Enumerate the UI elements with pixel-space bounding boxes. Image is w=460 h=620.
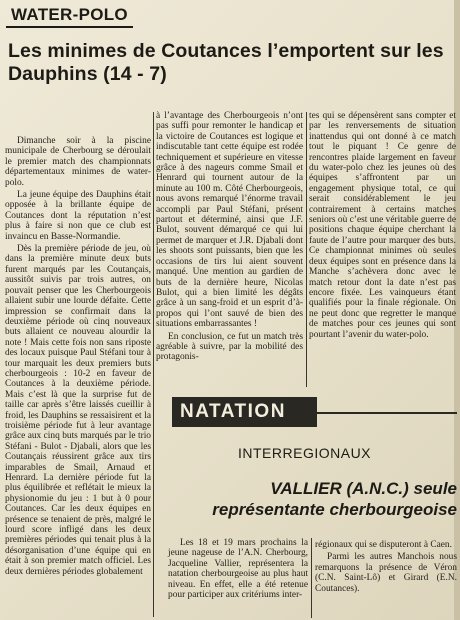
paragraph: Dès la première période de jeu, où dans la première minute deux buts furent marqués par les Coutançais, aussitôt suivis par trois autres, on pouvait penser que les Cherbourgeois allaient subir une lourde défaite. Cette impression se confirmait dans la deuxième période où cinq nouveaux buts allaient ce nouveau alourdir la note ! Mais cette fois non sans riposte des locaux puisque Paul Stéfani tour à tour marquait les deux premiers buts cherbourgeois : 10-2 en faveur de Coutances à la deuxième période. Mais c’est là que la surprise fut de taille car après s’être laissés cueillir à froid, les Dauphins se ressaisirent et la troisième période fut à leur avantage grâce aux cinq buts marqués par le trio Stéfani - Bulot - Djabali, alors que les Coutançais réussirent grâce aux tirs imparables de Smail, Arnaud et Henrard. La dernière période fut la plus équilibrée et reflétait le mieux la physionomie du jeu : 1 but à 0 pour Coutances. Car les deux équipes en présence se tenaient de près, malgré le lourd score infligé dans les deux premières périodes qui tenait plus à la désorganisation d’une équipe qui en était à son premier match officiel. Les deux dernières périodes globalement (5, 244, 151, 577)
paragraph: à l’avantage des Cherbourgeois n’ont pas suffi pour remonter le handicap et la victoire de Coutances est logique et indiscutable tant cette équipe est rodée techniquement et supérieure en vitesse grâce à des nageurs comme Smail et Henrard qui tournent autour de la minute au 100 m. Côté Cherbourgeois, nous avons remarqué l’énorme travail accompli par Paul Stéfani, présent partout et déterminé, ainsi que J.F. Bulot, souvent démarqué ce qui lui permet de marquer et J.R. Djabali dont les shoots sont puissants, bien que les occasions de tirs lui aient souvent manqué. Une mention au gardien de buts de la dernière heure, Nicolas Bulot, qui a bien limité les dégâts grâce à un sang-froid et un esprit d’à-propos qui l’ont sauvé de bien des situations embarrassantes ! (156, 111, 303, 330)
paragraph: régionaux qui se disputeront à Caen. (315, 540, 452, 550)
article-column-5 (315, 540, 457, 596)
article-column-3 (309, 111, 456, 342)
column-rule (306, 112, 307, 387)
paragraph: tes qui se dépensèrent sans compter et par les renversements de situation inattendus qui ont donné à ce match tout le piquant ! Ce genre de rencontres plaide largement en faveur du water-polo chez les jeunes où des équipes s’affrontent par un engagement physique total, ce qui serait considérablement le jeu contrairement à certains matches seniors où c’est une véritable guerre de positions chaque équipe cherchant la faute de l’autre pour marquer des buts. Ce championnat minimes où seules deux équipes sont en présence dans la Manche s’achèvera donc avec le match retour dont la date n’est pas encore fixée. Les vainqueurs étant qualifiés pour la finale régionale. On ne peut donc que regretter le manque de matches pour ces jeunes qui sont pourtant l’avenir du water-polo. (309, 111, 456, 340)
column-rule (153, 112, 154, 617)
paragraph: Les 18 et 19 mars prochains la jeune nageuse de l’A.N. Cherbourg, Jacqueline Vallier, représentera la natation cherbourgeoise au plus haut niveau. En effet, elle a été retenue pour participer aux critériums inter- (168, 538, 308, 601)
article-column-1 (5, 136, 151, 579)
paragraph: Parmi les autres Manchois nous remarquons la présence de Véron (C.N. Saint-Lô) et Girard (E.N. Coutances). (315, 552, 457, 594)
paragraph: La jeune équipe des Dauphins était opposée à la brillante équipe de Coutances dont la réputation n’est plus à faire si non que ce club est invaincu en Basse-Normandie. (5, 190, 151, 242)
article-headline: Les minimes de Coutances l’emportent sur les Dauphins (14 - 7) (8, 40, 444, 85)
article-subhead: VALLIER (A.N.C.) seule représentante cherbourgeoise (212, 479, 457, 519)
column-rule (311, 538, 312, 618)
section-kicker-interregionaux: INTERREGIONAUX (238, 445, 372, 461)
banner-rule (317, 412, 457, 414)
paragraph: Dimanche soir à la piscine municipale de Cherbourg se déroulait le premier match des championnats départementaux minimes de water-polo. (5, 136, 151, 188)
section-kicker-water-polo: WATER-POLO (6, 4, 133, 28)
article-column-4 (168, 538, 308, 602)
article-column-2 (156, 111, 303, 365)
paragraph: En conclusion, ce fut un match très agréable à suivre, par la mobilité des protagonis- (156, 331, 303, 363)
section-banner-natation: NATATION (172, 397, 317, 427)
